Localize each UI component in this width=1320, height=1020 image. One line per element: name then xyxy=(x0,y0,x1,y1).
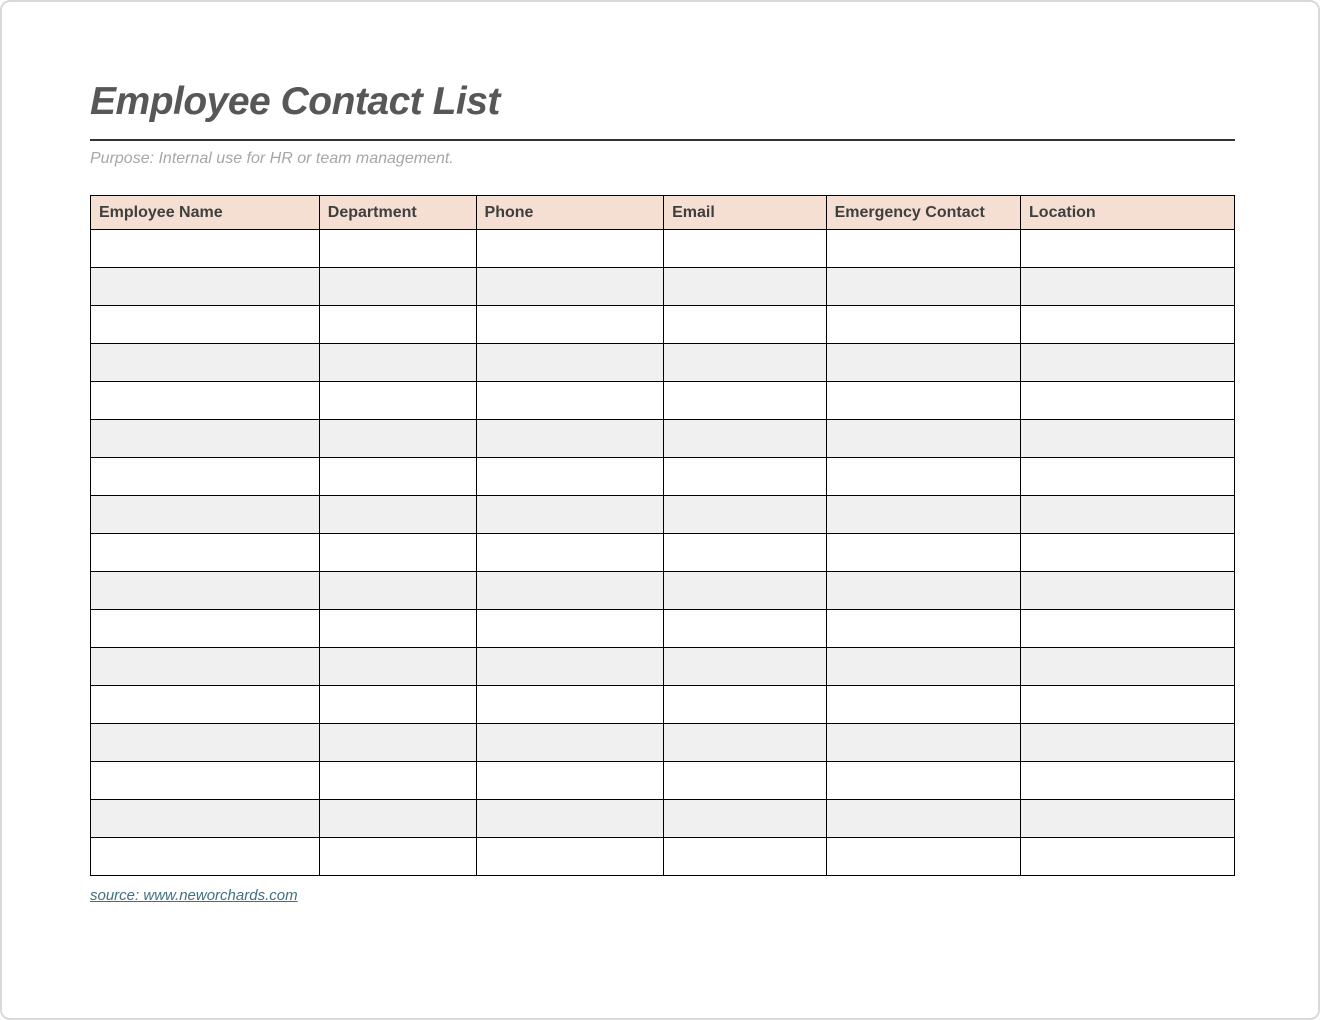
column-header-phone: Phone xyxy=(476,196,664,230)
table-cell xyxy=(664,800,826,838)
table-row xyxy=(91,344,1235,382)
table-cell xyxy=(826,838,1020,876)
table-cell xyxy=(664,838,826,876)
table-cell xyxy=(91,344,320,382)
table-cell xyxy=(91,648,320,686)
table-cell xyxy=(826,420,1020,458)
table-row xyxy=(91,306,1235,344)
table-row xyxy=(91,382,1235,420)
table-cell xyxy=(1021,534,1235,572)
table-row xyxy=(91,458,1235,496)
table-cell xyxy=(319,686,476,724)
table-cell xyxy=(826,686,1020,724)
table-cell xyxy=(91,458,320,496)
table-cell xyxy=(1021,230,1235,268)
table-cell xyxy=(476,686,664,724)
table-cell xyxy=(664,458,826,496)
table-cell xyxy=(476,306,664,344)
column-header-email: Email xyxy=(664,196,826,230)
table-cell xyxy=(826,800,1020,838)
table-cell xyxy=(319,800,476,838)
table-cell xyxy=(91,572,320,610)
table-cell xyxy=(1021,268,1235,306)
table-cell xyxy=(1021,344,1235,382)
table-cell xyxy=(476,648,664,686)
table-cell xyxy=(664,724,826,762)
table-cell xyxy=(319,344,476,382)
table-cell xyxy=(826,496,1020,534)
source-link[interactable]: source: www.neworchards.com xyxy=(90,887,298,904)
table-cell xyxy=(1021,572,1235,610)
table-cell xyxy=(826,724,1020,762)
table-cell xyxy=(664,230,826,268)
table-row xyxy=(91,838,1235,876)
table-cell xyxy=(476,724,664,762)
table-row xyxy=(91,800,1235,838)
table-row xyxy=(91,268,1235,306)
table-cell xyxy=(826,648,1020,686)
table-cell xyxy=(476,344,664,382)
table-cell xyxy=(91,382,320,420)
table-row xyxy=(91,230,1235,268)
table-cell xyxy=(826,382,1020,420)
table-cell xyxy=(476,268,664,306)
table-cell xyxy=(1021,762,1235,800)
purpose-text: Purpose: Internal use for HR or team management. xyxy=(90,150,454,167)
table-cell xyxy=(1021,724,1235,762)
table-cell xyxy=(476,762,664,800)
table-header-row xyxy=(91,196,1235,230)
table-cell xyxy=(1021,420,1235,458)
table-cell xyxy=(476,230,664,268)
table-cell xyxy=(91,496,320,534)
table-cell xyxy=(319,534,476,572)
table-cell xyxy=(319,496,476,534)
table-cell xyxy=(91,534,320,572)
table-cell xyxy=(476,838,664,876)
table-cell xyxy=(91,306,320,344)
table-cell xyxy=(1021,838,1235,876)
table-cell xyxy=(91,838,320,876)
table-cell xyxy=(1021,458,1235,496)
table-cell xyxy=(319,572,476,610)
table-cell xyxy=(319,838,476,876)
column-header-department: Department xyxy=(319,196,476,230)
table-cell xyxy=(664,762,826,800)
table-cell xyxy=(319,724,476,762)
table-cell xyxy=(826,268,1020,306)
table-cell xyxy=(1021,382,1235,420)
table-cell xyxy=(664,496,826,534)
table-row xyxy=(91,686,1235,724)
table-cell xyxy=(476,382,664,420)
table-cell xyxy=(1021,648,1235,686)
table-cell xyxy=(319,458,476,496)
table-cell xyxy=(319,306,476,344)
table-cell xyxy=(1021,610,1235,648)
table-cell xyxy=(826,306,1020,344)
table-row xyxy=(91,610,1235,648)
table-cell xyxy=(91,420,320,458)
table-cell xyxy=(1021,800,1235,838)
table-cell xyxy=(319,268,476,306)
table-cell xyxy=(664,268,826,306)
table-cell xyxy=(664,382,826,420)
table-cell xyxy=(1021,686,1235,724)
table-cell xyxy=(826,610,1020,648)
table-cell xyxy=(664,648,826,686)
table-cell xyxy=(91,800,320,838)
table-cell xyxy=(664,306,826,344)
document-content xyxy=(90,2,1235,905)
table-cell xyxy=(476,610,664,648)
table-cell xyxy=(319,610,476,648)
page-title: Employee Contact List xyxy=(90,80,500,123)
column-header-employee-name: Employee Name xyxy=(91,196,320,230)
table-cell xyxy=(91,230,320,268)
table-cell xyxy=(476,572,664,610)
table-cell xyxy=(476,420,664,458)
table-cell xyxy=(91,724,320,762)
table-cell xyxy=(319,648,476,686)
table-cell xyxy=(319,382,476,420)
table-cell xyxy=(476,534,664,572)
table-row xyxy=(91,762,1235,800)
table-cell xyxy=(826,344,1020,382)
employee-contact-table xyxy=(90,195,1235,876)
table-cell xyxy=(826,762,1020,800)
table-cell xyxy=(319,230,476,268)
table-cell xyxy=(664,534,826,572)
column-header-emergency-contact: Emergency Contact xyxy=(826,196,1020,230)
table-cell xyxy=(476,800,664,838)
table-cell xyxy=(1021,496,1235,534)
title-rule xyxy=(90,139,1235,141)
table-cell xyxy=(664,572,826,610)
table-row xyxy=(91,496,1235,534)
table-cell xyxy=(664,420,826,458)
table-cell xyxy=(664,686,826,724)
table-cell xyxy=(826,230,1020,268)
table-cell xyxy=(476,496,664,534)
table-cell xyxy=(91,686,320,724)
table-cell xyxy=(826,572,1020,610)
table-cell xyxy=(476,458,664,496)
table-cell xyxy=(319,420,476,458)
table-cell xyxy=(1021,306,1235,344)
table-row xyxy=(91,648,1235,686)
table-cell xyxy=(826,534,1020,572)
table-cell xyxy=(664,344,826,382)
table-row xyxy=(91,534,1235,572)
table-cell xyxy=(91,268,320,306)
table-cell xyxy=(826,458,1020,496)
table-cell xyxy=(91,762,320,800)
table-row xyxy=(91,420,1235,458)
table-cell xyxy=(319,762,476,800)
table-row xyxy=(91,724,1235,762)
table-row xyxy=(91,572,1235,610)
column-header-location: Location xyxy=(1021,196,1235,230)
table-cell xyxy=(664,610,826,648)
table-cell xyxy=(91,610,320,648)
